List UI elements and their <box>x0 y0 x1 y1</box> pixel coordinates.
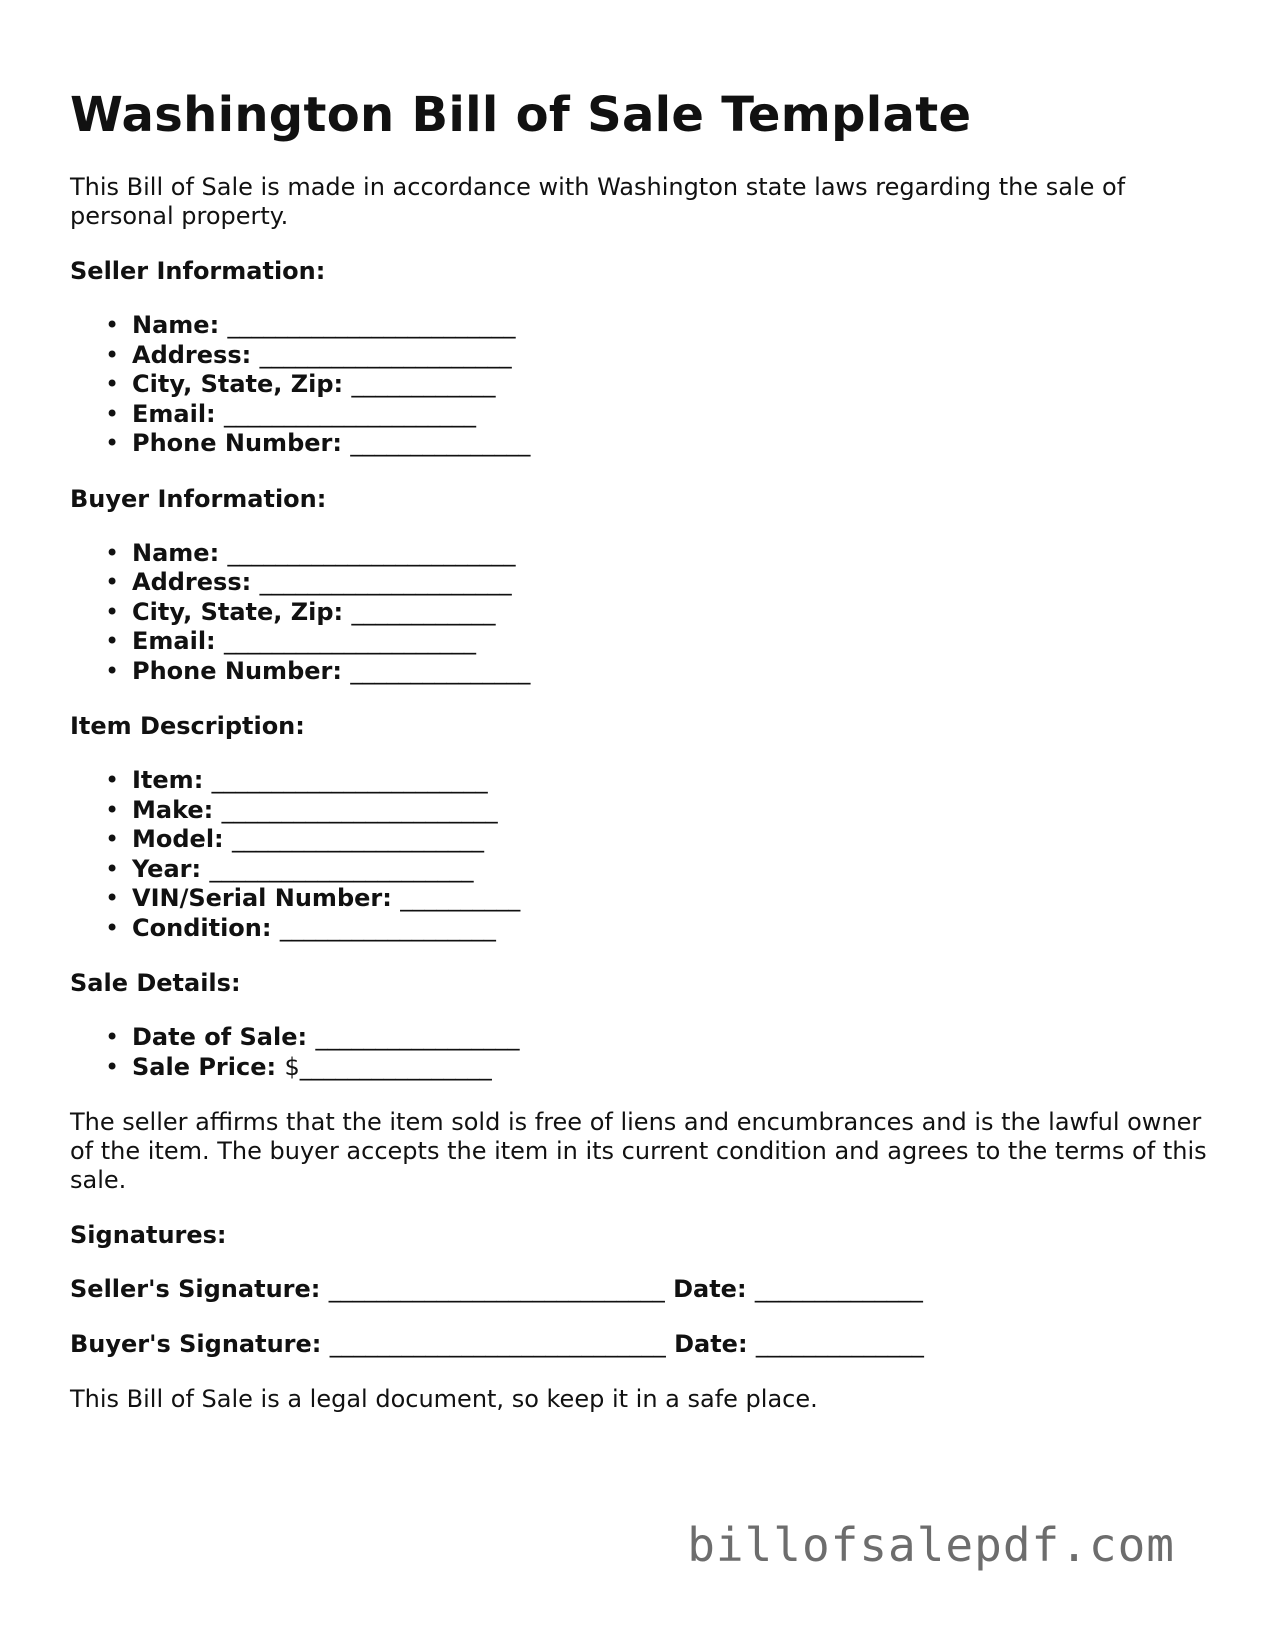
seller-phone-blank[interactable]: _______________ <box>350 429 531 458</box>
seller-date-line[interactable]: ______________ <box>754 1275 923 1304</box>
seller-signature-line[interactable]: ____________________________ <box>328 1275 665 1304</box>
item-model-field: • Model: _____________________ <box>132 825 1210 855</box>
buyer-name-blank[interactable]: ________________________ <box>227 538 516 567</box>
item-vin-field: • VIN/Serial Number: __________ <box>132 884 1210 914</box>
affirmation-paragraph: The seller affirms that the item sold is free of liens and encumbrances and is the lawful owner of the item. The buyer accepts the item in its current condition and agrees to the terms of this sale. <box>70 1108 1207 1195</box>
item-field-list <box>70 766 1210 943</box>
seller-name-field: • Name: ________________________ <box>132 311 1210 341</box>
sale-date-field: • Date of Sale: _________________ <box>132 1023 1210 1053</box>
site-watermark: billofsalepdf.com <box>687 1518 1175 1572</box>
item-condition-blank[interactable]: __________________ <box>279 913 496 942</box>
item-year-blank[interactable]: ______________________ <box>209 854 474 883</box>
item-item-field: • Item: _______________________ <box>132 766 1210 796</box>
buyer-section-heading: Buyer Information: <box>70 484 327 513</box>
item-section-heading: Item Description: <box>70 712 305 741</box>
buyer-email-blank[interactable]: _____________________ <box>224 627 477 656</box>
intro-paragraph: This Bill of Sale is made in accordance with Washington state laws regarding the sale of personal property. <box>70 173 1126 231</box>
buyer-city-state-zip-field: • City, State, Zip: ____________ <box>132 598 1210 628</box>
seller-city-state-zip-blank[interactable]: ____________ <box>351 370 496 399</box>
item-make-field: • Make: _______________________ <box>132 796 1210 826</box>
document-page <box>70 88 1210 1414</box>
item-vin-blank[interactable]: __________ <box>400 884 521 913</box>
buyer-address-blank[interactable]: _____________________ <box>259 568 512 597</box>
sale-section-heading: Sale Details: <box>70 969 241 998</box>
seller-email-field: • Email: _____________________ <box>132 400 1210 430</box>
seller-field-list <box>70 311 1210 459</box>
buyer-date-line[interactable]: ______________ <box>755 1330 924 1359</box>
seller-phone-field: • Phone Number: _______________ <box>132 429 1210 459</box>
item-model-blank[interactable]: _____________________ <box>232 825 485 854</box>
buyer-phone-field: • Phone Number: _______________ <box>132 657 1210 687</box>
sale-field-list <box>70 1023 1210 1082</box>
seller-address-blank[interactable]: _____________________ <box>259 340 512 369</box>
closing-note: This Bill of Sale is a legal document, so keep it in a safe place. <box>70 1385 818 1414</box>
sale-price-field: • Sale Price: $________________ <box>132 1053 1210 1083</box>
document-title: Washington Bill of Sale Template <box>70 87 972 143</box>
buyer-signature-row: Buyer's Signature: ____________________________ Date: ______________ <box>70 1330 924 1359</box>
item-item-blank[interactable]: _______________________ <box>211 766 488 795</box>
seller-name-blank[interactable]: ________________________ <box>227 311 516 340</box>
seller-address-field: • Address: _____________________ <box>132 341 1210 371</box>
buyer-phone-blank[interactable]: _______________ <box>350 656 531 685</box>
buyer-field-list <box>70 539 1210 687</box>
buyer-signature-line[interactable]: ____________________________ <box>329 1330 666 1359</box>
seller-signature-row: Seller's Signature: ____________________________ Date: ______________ <box>70 1275 923 1304</box>
buyer-address-field: • Address: _____________________ <box>132 568 1210 598</box>
item-year-field: • Year: ______________________ <box>132 855 1210 885</box>
signatures-heading: Signatures: <box>70 1221 227 1250</box>
seller-city-state-zip-field: • City, State, Zip: ____________ <box>132 370 1210 400</box>
buyer-name-field: • Name: ________________________ <box>132 539 1210 569</box>
sale-date-blank[interactable]: _________________ <box>315 1023 520 1052</box>
seller-section-heading: Seller Information: <box>70 257 326 286</box>
buyer-email-field: • Email: _____________________ <box>132 627 1210 657</box>
buyer-city-state-zip-blank[interactable]: ____________ <box>351 597 496 626</box>
item-make-blank[interactable]: _______________________ <box>221 795 498 824</box>
seller-email-blank[interactable]: _____________________ <box>224 399 477 428</box>
sale-price-blank[interactable]: $________________ <box>284 1052 492 1081</box>
item-condition-field: • Condition: __________________ <box>132 914 1210 944</box>
